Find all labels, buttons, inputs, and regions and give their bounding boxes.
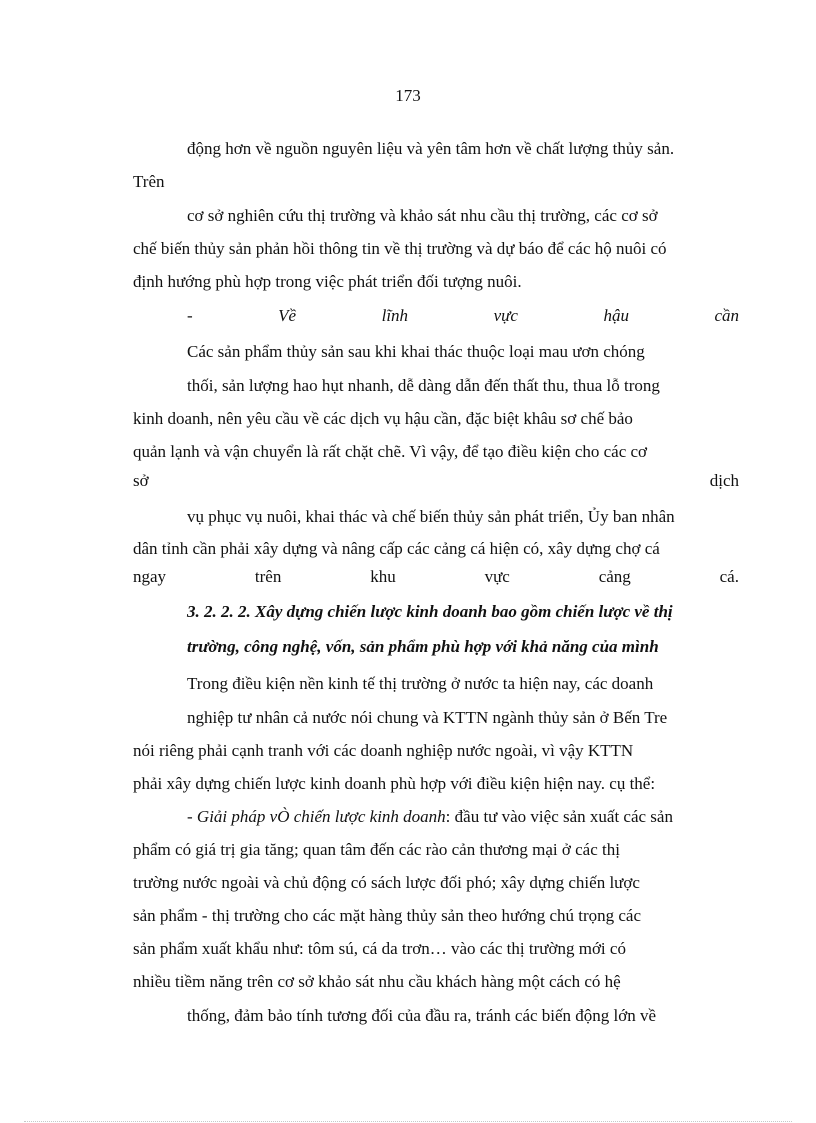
justified-line: [133, 470, 739, 492]
word: vực: [484, 567, 510, 586]
italic-lead: Giải pháp vÒ chiến lược kinh doanh: [196, 807, 446, 826]
text-line: thống, đảm bảo tính tương đối của đầu ra, tránh các biến động lớn về: [187, 1006, 657, 1025]
word: dịch: [709, 471, 739, 490]
word: cảng: [598, 567, 631, 586]
text-line: phẩm có giá trị gia tăng; quan tâm đến các rào cản thương mại ở các thị: [133, 840, 620, 859]
text-line: sản phẩm xuất khẩu như: tôm sú, cá da trơn… vào các thị trường mới có: [133, 939, 626, 958]
text-line: cơ sở nghiên cứu thị trường và khảo sát nhu cầu thị trường, các cơ sở: [187, 206, 658, 225]
word: hậu: [603, 306, 629, 325]
line-rest: : đầu tư vào việc sản xuất các sản: [445, 807, 673, 826]
word: cần: [714, 306, 739, 325]
word: sở: [133, 471, 149, 490]
word: trên: [254, 567, 282, 586]
text-line: nhiều tiềm năng trên cơ sở khảo sát nhu cầu khách hàng một cách có hệ: [133, 972, 621, 991]
text-line: phải xây dựng chiến lược kinh doanh phù hợp với điều kiện hiện nay. cụ thể:: [133, 774, 656, 793]
text-line: kinh doanh, nên yêu cầu về các dịch vụ hậu cần, đặc biệt khâu sơ chế bảo: [133, 409, 633, 428]
text-line: nghiệp tư nhân cả nước nói chung và KTTN ngành thủy sản ở Bến Tre: [187, 708, 668, 727]
text-line: định hướng phù hợp trong việc phát triển đối tượng nuôi.: [133, 272, 522, 291]
text-line: Trong điều kiện nền kinh tế thị trường ở nước ta hiện nay, các doanh: [187, 674, 654, 693]
text-line: [187, 806, 673, 828]
text-line: chế biến thủy sản phản hồi thông tin về thị trường và dự báo để các hộ nuôi có: [133, 239, 667, 258]
subheading-line: [187, 305, 739, 327]
dash: -: [187, 306, 193, 325]
section-heading: trường, công nghệ, vốn, sản phẩm phù hợp với khả năng của mình: [187, 637, 659, 656]
section-heading: 3. 2. 2. 2. Xây dựng chiến lược kinh doanh bao gồm chiến lược về thị: [187, 602, 673, 621]
word: lĩnh: [381, 306, 409, 325]
text-line: sản phẩm - thị trường cho các mặt hàng thủy sản theo hướng chú trọng các: [133, 906, 642, 925]
text-line: quản lạnh và vận chuyển là rất chặt chẽ. Vì vậy, để tạo điều kiện cho các cơ: [133, 442, 648, 461]
text-line: Các sản phẩm thủy sản sau khi khai thác thuộc loại mau ươn chóng: [187, 342, 645, 361]
word: Về: [278, 306, 297, 325]
page-number: 173: [395, 86, 421, 105]
word: khu: [370, 567, 396, 586]
text-line: thối, sản lượng hao hụt nhanh, dễ dàng dẫn đến thất thu, thua lỗ trong: [187, 376, 660, 395]
word: vực: [493, 306, 518, 325]
word: cá.: [719, 567, 739, 586]
text-line: trường nước ngoài và chủ động có sách lược đối phó; xây dựng chiến lược: [133, 873, 640, 892]
text-line: dân tỉnh cần phải xây dựng và nâng cấp các cảng cá hiện có, xây dựng chợ cá: [133, 539, 660, 558]
text-line: nói riêng phải cạnh tranh với các doanh nghiệp nước ngoài, vì vậy KTTN: [133, 741, 634, 760]
text-line: động hơn về nguồn nguyên liệu và yên tâm hơn về chất lượng thủy sản.: [187, 139, 675, 158]
word: ngay: [133, 567, 167, 586]
text-line: vụ phục vụ nuôi, khai thác và chế biến thủy sản phát triển, Ủy ban nhân: [187, 507, 675, 526]
text-line: Trên: [133, 172, 165, 191]
bullet-dash: -: [187, 807, 197, 826]
justified-line: [133, 566, 739, 588]
page-bottom-divider: [24, 1121, 792, 1122]
